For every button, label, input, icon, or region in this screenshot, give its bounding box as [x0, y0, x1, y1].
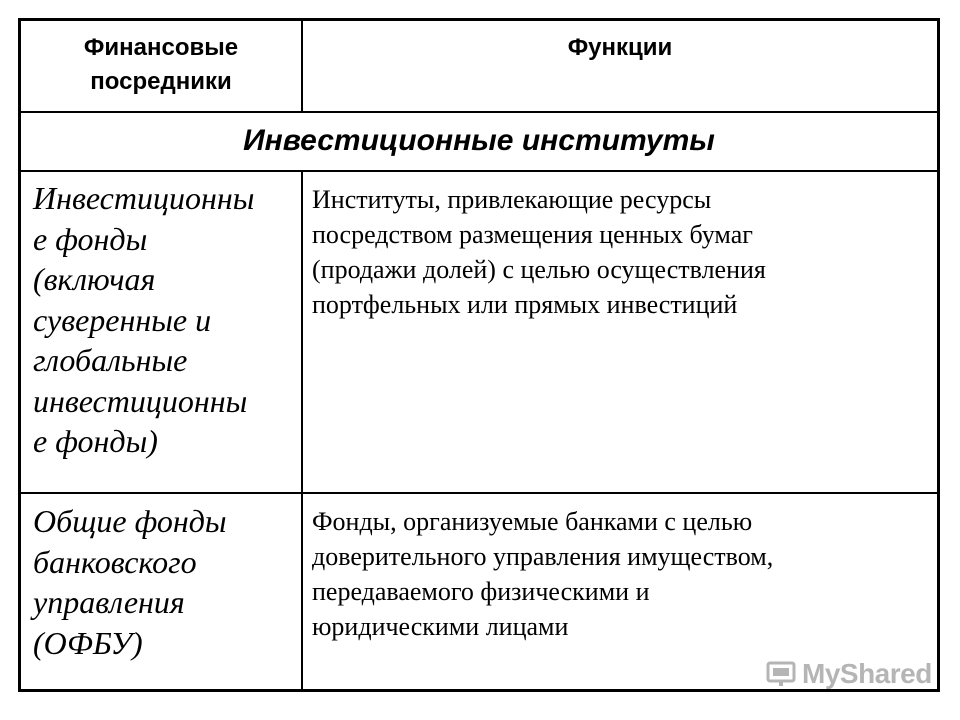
presentation-icon — [766, 659, 796, 689]
header-col-intermediaries-line: посредники — [90, 68, 232, 95]
row-1-intermediary-line: суверенные и — [33, 301, 212, 338]
header-col-functions: Функции — [567, 34, 673, 61]
header-col-intermediaries-line: Финансовые — [83, 34, 239, 61]
row-1-function-line: посредством размещения ценных бумаг — [312, 220, 753, 249]
row-1-intermediary-line: глобальные — [33, 342, 188, 378]
section-divider — [21, 170, 937, 172]
row-2-function — [312, 504, 932, 644]
body-column-divider — [301, 170, 303, 689]
row-1-intermediary-line: е фонды) — [33, 423, 158, 459]
row-1-intermediary — [33, 178, 301, 462]
row-2-function-line: доверительного управления имуществом, — [312, 542, 774, 571]
row-2-intermediary-line: (ОФБУ) — [33, 624, 143, 661]
row-2-intermediary-line: Общие фонды — [33, 503, 227, 539]
row-1-function-line: (продажи долей) с целью осуществления — [312, 255, 766, 284]
row-2-function-line: передаваемого физическими и — [312, 577, 650, 606]
row-2-intermediary — [33, 501, 301, 663]
myshared-watermark — [766, 654, 942, 694]
section-title: Инвестиционные институты — [243, 124, 715, 157]
row-1-intermediary-line: Инвестиционны — [33, 180, 255, 216]
row-1-function-line: Институты, привлекающие ресурсы — [312, 185, 712, 214]
header-col-intermediaries — [21, 31, 301, 99]
row-2-intermediary-line: управления — [33, 584, 185, 620]
row-1-function — [312, 182, 932, 322]
institutions-table — [18, 18, 940, 692]
row-1-intermediary-line: (включая — [33, 261, 156, 297]
row-2-function-line: юридическими лицами — [312, 612, 569, 641]
row-1-function-line: портфельных или прямых инвестиций — [312, 290, 738, 319]
row-divider — [21, 492, 937, 494]
row-2-intermediary-line: банковского — [33, 543, 197, 580]
row-1-intermediary-line: инвестиционны — [33, 382, 248, 419]
row-2-function-line: Фонды, организуемые банками с целью — [312, 507, 753, 536]
row-1-intermediary-line: е фонды — [33, 220, 148, 257]
watermark-text: MyShared — [802, 658, 932, 689]
